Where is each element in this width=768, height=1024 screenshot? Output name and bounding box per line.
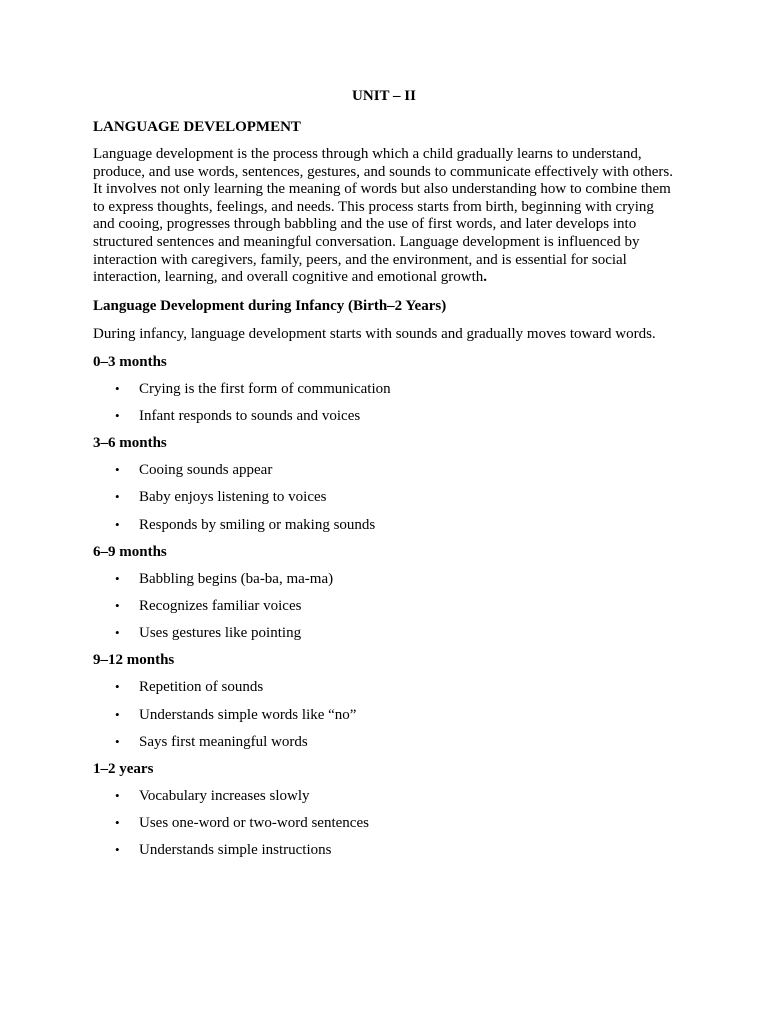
- list-item: [93, 813, 675, 833]
- age-heading: 6–9 months: [93, 543, 167, 560]
- list-item: [93, 379, 675, 399]
- list-item: [93, 705, 675, 725]
- bullet-icon: •: [115, 408, 120, 424]
- unit-title: UNIT – II: [352, 88, 416, 104]
- list-item-text: Repetition of sounds: [139, 679, 264, 696]
- intro-text: Language development is the process through which a child gradually learns to understand, produce, and use words, sentences, gestures, and sounds to communicate effectively with others. It involves not only learning the meaning of words but also understanding how to combine them to express thoughts, feelings, and needs. This process starts from birth, beginning with crying and cooing, progresses through babbling and the use of first words, and later develops into structured sentences and meaningful conversation. Language development is influenced by interaction with caregivers, family, peers, and the environment, and is essential for social interaction, learning, and overall cognitive and emotional growth: [93, 146, 673, 286]
- bullet-icon: •: [115, 842, 120, 858]
- list-item: [93, 786, 675, 806]
- list-item: [93, 840, 675, 860]
- bullet-list: [93, 460, 675, 535]
- list-item-text: Recognizes familiar voices: [139, 597, 302, 614]
- stage-6-9-months: [93, 542, 675, 644]
- stage-3-6-months: [93, 433, 675, 535]
- infancy-heading: Language Development during Infancy (Birth–2 Years): [93, 297, 447, 314]
- bullet-icon: •: [115, 815, 120, 831]
- bullet-icon: •: [115, 733, 120, 749]
- bullet-list: [93, 786, 675, 861]
- list-item: [93, 569, 675, 589]
- intro-paragraph: [93, 146, 675, 287]
- bullet-icon: •: [115, 462, 120, 478]
- bullet-list: [93, 677, 675, 752]
- bullet-icon: •: [115, 706, 120, 722]
- list-item: [93, 460, 675, 480]
- list-item-text: Crying is the first form of communication: [139, 380, 391, 397]
- age-heading: 1–2 years: [93, 760, 154, 777]
- list-item: [93, 406, 675, 426]
- age-heading: 3–6 months: [93, 435, 167, 452]
- list-item: [93, 677, 675, 697]
- list-item: [93, 623, 675, 643]
- age-heading: 0–3 months: [93, 353, 167, 370]
- list-item-text: Cooing sounds appear: [139, 462, 273, 479]
- section-heading: LANGUAGE DEVELOPMENT: [93, 119, 301, 135]
- list-item-text: Says first meaningful words: [139, 733, 308, 750]
- bullet-icon: •: [115, 625, 120, 641]
- age-heading: 9–12 months: [93, 652, 175, 669]
- list-item-text: Understands simple words like “no”: [139, 706, 357, 723]
- bullet-icon: •: [115, 489, 120, 505]
- stage-0-3-months: [93, 352, 675, 426]
- list-item: [93, 596, 675, 616]
- intro-end-punctuation: .: [483, 269, 488, 286]
- list-item: [93, 732, 675, 752]
- list-item-text: Uses gestures like pointing: [139, 625, 302, 642]
- bullet-icon: •: [115, 597, 120, 613]
- bullet-icon: •: [115, 787, 120, 803]
- stage-1-2-years: [93, 759, 675, 861]
- list-item-text: Baby enjoys listening to voices: [139, 489, 327, 506]
- bullet-icon: •: [115, 679, 120, 695]
- bullet-list: [93, 379, 675, 426]
- bullet-icon: •: [115, 570, 120, 586]
- list-item-text: Babbling begins (ba-ba, ma-ma): [139, 570, 334, 587]
- bullet-icon: •: [115, 516, 120, 532]
- list-item: [93, 487, 675, 507]
- bullet-icon: •: [115, 380, 120, 396]
- list-item-text: Vocabulary increases slowly: [139, 787, 310, 804]
- list-item-text: Understands simple instructions: [139, 842, 332, 859]
- list-item-text: Uses one-word or two-word sentences: [139, 815, 369, 832]
- list-item-text: Infant responds to sounds and voices: [139, 408, 361, 425]
- stage-9-12-months: [93, 650, 675, 752]
- bullet-list: [93, 569, 675, 644]
- infancy-lead: During infancy, language development starts with sounds and gradually moves toward words.: [93, 325, 656, 342]
- list-item-text: Responds by smiling or making sounds: [139, 516, 376, 533]
- list-item: [93, 515, 675, 535]
